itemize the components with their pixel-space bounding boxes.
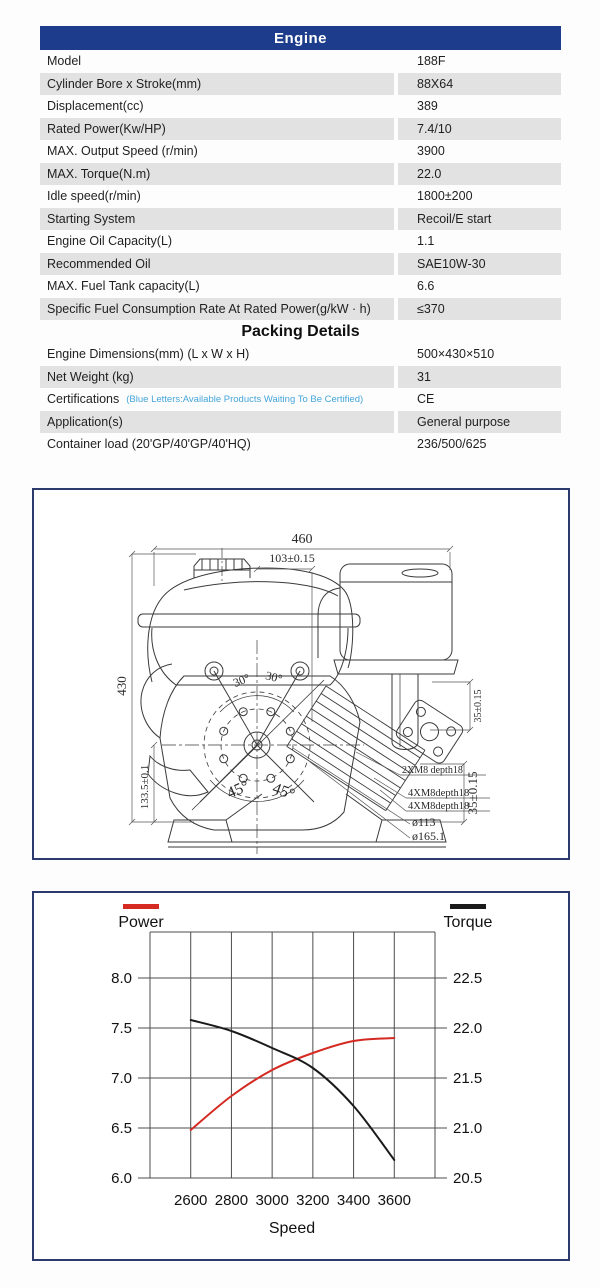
table-row [40, 366, 561, 389]
left-axis-tick-label: 7.0 [111, 1070, 132, 1087]
row-value: SAE10W-30 [398, 253, 561, 276]
table-row [40, 208, 561, 231]
table-row [40, 185, 561, 208]
power-legend-label: Power [118, 914, 164, 931]
x-axis-tick-label: 3000 [255, 1192, 289, 1209]
row-label: Cylinder Bore x Stroke(mm) [40, 73, 394, 96]
table-row [40, 230, 561, 253]
torque-curve [191, 1020, 395, 1160]
row-label: Application(s) [40, 411, 394, 434]
left-axis-tick-label: 6.5 [111, 1120, 132, 1137]
row-value: 1.1 [417, 234, 435, 249]
left-axis-tick-label: 6.0 [111, 1170, 132, 1187]
right-axis-tick-label: 21.5 [453, 1070, 483, 1087]
performance-chart-panel [32, 891, 570, 1261]
table-row [40, 118, 561, 141]
row-value: 88X64 [398, 73, 561, 96]
row-label: Recommended Oil [40, 253, 394, 276]
row-value: ≤370 [398, 298, 561, 321]
row-label: Starting System [40, 208, 394, 231]
row-value: 7.4/10 [398, 118, 561, 141]
table-row [40, 343, 561, 366]
spec-rows [40, 50, 561, 320]
row-label: MAX. Output Speed (r/min) [47, 144, 198, 159]
note-d113: ø113 [412, 815, 436, 829]
dim-width-label: 460 [291, 532, 313, 547]
left-axis-tick-label: 8.0 [111, 970, 132, 987]
table-row [40, 73, 561, 96]
row-value: 22.0 [398, 163, 561, 186]
row-value: 389 [417, 99, 438, 114]
row-value: Recoil/E start [398, 208, 561, 231]
row-label: Engine Oil Capacity(L) [47, 234, 173, 249]
row-value: CE [417, 392, 435, 407]
right-axis-tick-label: 22.0 [453, 1020, 483, 1037]
engine-technical-drawing [34, 490, 568, 858]
angle-bottom-left-label: 45° [224, 777, 252, 803]
note-2xm8: 2XM8 depth18 [402, 765, 463, 776]
packing-details-title: Packing Details [241, 322, 360, 340]
row-value: 236/500/625 [417, 437, 487, 452]
engine-drawing-panel [32, 488, 570, 860]
note-4xm8-a: 4XM8depth18 [408, 788, 470, 799]
row-label: Rated Power(Kw/HP) [40, 118, 394, 141]
dim-pto-upper-label: 35±0.15 [473, 689, 484, 723]
x-axis-tick-label: 3400 [336, 1192, 371, 1209]
row-label: Container load (20'GP/40'GP/40'HQ) [47, 437, 251, 452]
x-axis-tick-label: 2800 [214, 1192, 249, 1209]
row-value: General purpose [398, 411, 561, 434]
table-row [40, 253, 561, 276]
row-value: 188F [417, 54, 446, 69]
row-label: Engine Dimensions(mm) (L x W x H) [47, 347, 250, 362]
table-row [40, 163, 561, 186]
row-label: Net Weight (kg) [40, 366, 394, 389]
row-value: 6.6 [417, 279, 435, 294]
power-torque-chart [34, 893, 568, 1259]
table-row [40, 140, 561, 163]
row-label: MAX. Torque(N.m) [40, 163, 394, 186]
row-value: 3900 [417, 144, 445, 159]
row-label: Displacement(cc) [47, 99, 144, 114]
packing-rows [40, 343, 561, 456]
right-axis-tick-label: 20.5 [453, 1170, 483, 1187]
angle-bottom-right-label: 45° [270, 779, 297, 804]
x-axis-tick-label: 2600 [174, 1192, 208, 1209]
x-axis-title: Speed [268, 1220, 316, 1237]
table-row [40, 388, 561, 411]
row-label: Certifications (Blue Letters:Available Products Waiting To Be Certified) [47, 392, 364, 407]
dim-pto-lower-label: 35±0.15 [465, 771, 480, 815]
chart-curves [191, 1020, 395, 1160]
left-axis-tick-label: 7.5 [111, 1020, 132, 1037]
dim-offset-label: 103±0.15 [269, 551, 315, 565]
x-axis-tick-label: 3600 [377, 1192, 411, 1209]
table-row [40, 433, 561, 456]
dim-height-label: 430 [114, 676, 129, 696]
row-label: Specific Fuel Consumption Rate At Rated Power(g/kW · h) [40, 298, 394, 321]
right-axis-tick-label: 21.0 [453, 1120, 483, 1137]
row-label: Model [47, 54, 82, 69]
engine-spec-table [40, 26, 561, 456]
table-row [40, 275, 561, 298]
chart-axis-labels [111, 970, 482, 1209]
row-value: 1800±200 [417, 189, 473, 204]
table-row [40, 50, 561, 73]
row-value: 500×430×510 [417, 347, 495, 362]
angle-right-label: 30° [264, 668, 284, 686]
spec-table-title: Engine [40, 26, 561, 50]
table-row [40, 95, 561, 118]
row-value: 31 [398, 366, 561, 389]
x-axis-tick-label: 3200 [296, 1192, 330, 1209]
chart-grid [150, 932, 435, 1178]
row-label: MAX. Fuel Tank capacity(L) [47, 279, 200, 294]
table-row [40, 411, 561, 434]
torque-legend-label: Torque [443, 914, 493, 931]
certification-note: (Blue Letters:Available Products Waiting To Be Certified) [126, 393, 364, 405]
table-row [40, 298, 561, 321]
note-4xm8-b: 4XM8depth18 [408, 801, 470, 812]
power-curve [191, 1038, 395, 1130]
angle-left-label: 30° [231, 670, 252, 690]
row-label: Idle speed(r/min) [47, 189, 141, 204]
dim-crank-height-label: 133.5±0.1 [139, 764, 151, 810]
right-axis-tick-label: 22.5 [453, 970, 483, 987]
note-d165: ø165.1 [412, 829, 445, 843]
